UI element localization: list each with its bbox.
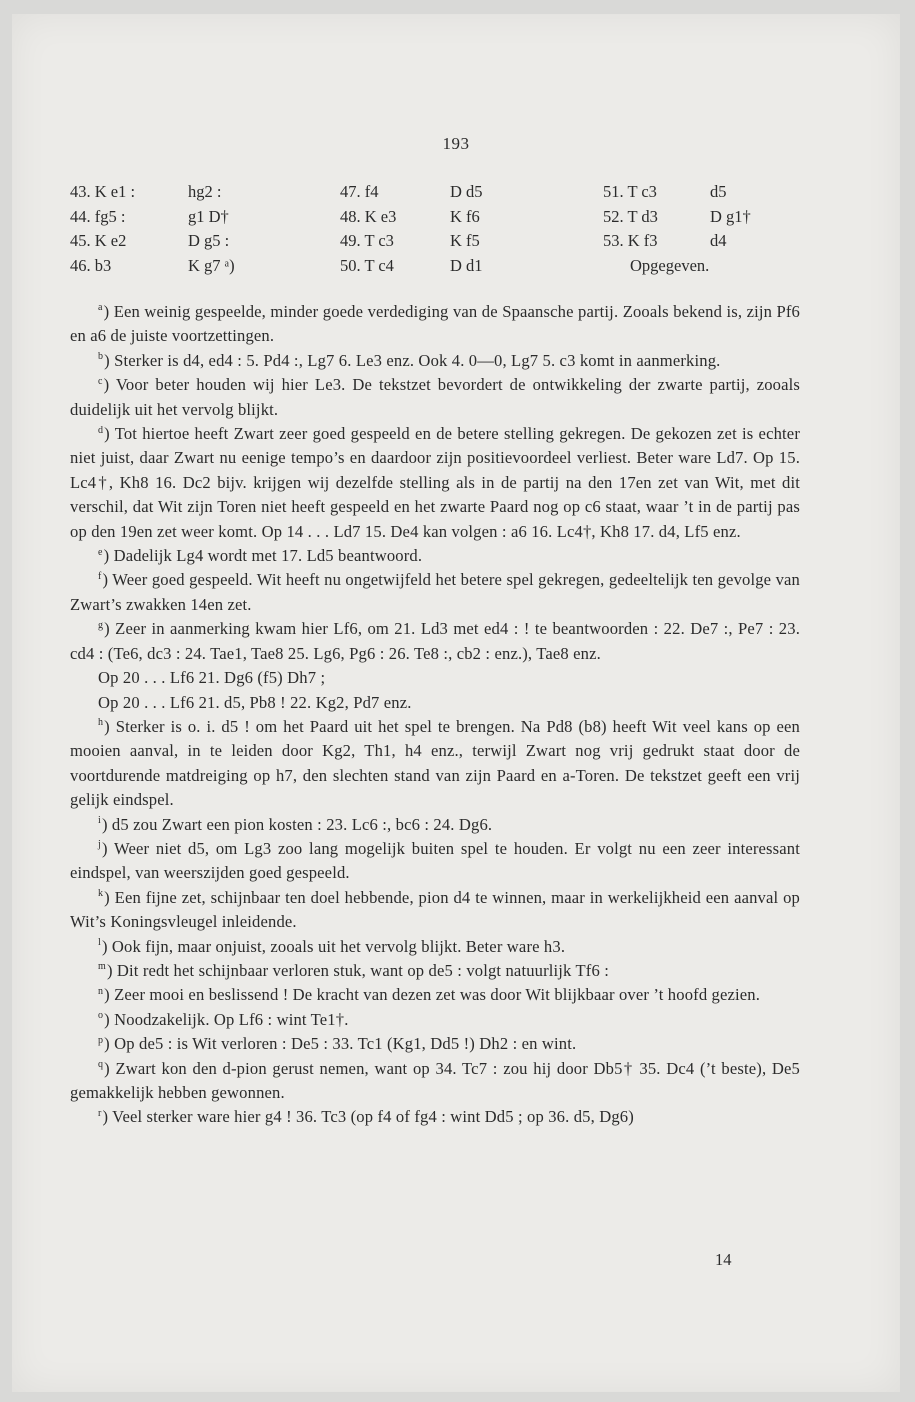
note-text: ) Tot hiertoe heeft Zwart zeer goed gespeeld en de betere stelling gekregen. De gekozen zet is echter niet juist, daar Zwart nu eenige tempo’s en daardoor zijn positievoordeel verliest. Beter ware Ld7. Op 15. Lc4†, Kh8 16. Dc2 bijv. krijgen wij dezelfde stelling als in de partij na den 17en zet van Wit, met dit verschil, dat Wit zijn Toren niet heeft gespeeld en het zwarte Paard nog op c6 staat, waar ’t in de partij pas op den 19en zet weer komt. Op 14 . . . Ld7 15. De4 kan volgen : a6 16. Lc4†, Kh8 17. d4, Lf5 enz. bbox=[70, 424, 800, 541]
note-mark: p bbox=[98, 1034, 104, 1046]
note-mark: a bbox=[98, 302, 103, 314]
move-cell: d4 bbox=[710, 231, 727, 250]
note-mark: m bbox=[98, 961, 106, 973]
move-cell: 46. b3 bbox=[70, 255, 112, 275]
move-cell: K f6 bbox=[450, 206, 480, 226]
note-text: ) Dit redt het schijnbaar verloren stuk, want op de5 : volgt natuurlijk Tf6 : bbox=[106, 960, 609, 980]
move-cell: D g5 : bbox=[188, 231, 230, 250]
note-text: ) Weer niet d5, om Lg3 zoo lang mogelijk buiten spel te houden. Er volgt nu een zeer interessant eindspel, van weerszijden goed gespeeld. bbox=[70, 838, 800, 883]
note-text: ) Sterker is d4, ed4 : 5. Pd4 :, Lg7 6. Le3 enz. Ook 4. 0—0, Lg7 5. c3 komt in aanmerking. bbox=[104, 350, 721, 370]
page-number: 193 bbox=[442, 134, 470, 153]
note-text: ) Een fijne zet, schijnbaar ten doel hebbende, pion d4 te winnen, maar in werkelijkheid een aanval op Wit’s Koningsvleugel inleidende. bbox=[70, 887, 800, 932]
note-text: ) Voor beter houden wij hier Le3. De tekstzet bevordert de ontwikkeling der zwarte partij, zooals duidelijk uit het vervolg blijkt. bbox=[70, 375, 800, 419]
note bbox=[70, 544, 800, 568]
note-text: Op 20 . . . Lf6 21. Dg6 (f5) Dh7 ; bbox=[98, 668, 326, 688]
note-text: ) Een weinig gespeelde, minder goede verdediging van de Spaansche partij. Zooals bekend is, zijn Pf6 en a6 de juiste voortzettingen. bbox=[70, 302, 800, 346]
note-mark: d bbox=[98, 424, 104, 436]
move-row bbox=[70, 180, 810, 205]
move-cell: hg2 : bbox=[188, 182, 222, 201]
note-mark: b bbox=[98, 351, 104, 363]
move-cell: K g7 ᵃ) bbox=[188, 255, 235, 275]
move-cell: D g1† bbox=[710, 206, 751, 226]
note bbox=[70, 568, 800, 617]
note bbox=[70, 715, 800, 813]
move-cell: 45. K e2 bbox=[70, 231, 127, 250]
note-mark: f bbox=[98, 570, 102, 582]
move-cell: g1 D† bbox=[188, 206, 229, 226]
note bbox=[70, 935, 800, 959]
move-cell: 44. fg5 : bbox=[70, 206, 126, 226]
note-mark: o bbox=[98, 1010, 104, 1022]
note-mark: l bbox=[98, 937, 101, 949]
note bbox=[70, 422, 800, 544]
note bbox=[70, 691, 800, 715]
note bbox=[70, 1032, 800, 1056]
note-mark: k bbox=[98, 888, 104, 900]
note bbox=[70, 886, 800, 935]
note-text: Op 20 . . . Lf6 21. d5, Pb8 ! 22. Kg2, Pd7 enz. bbox=[98, 692, 412, 712]
note bbox=[70, 1057, 800, 1106]
move-cell: D d1 bbox=[450, 255, 483, 275]
note bbox=[70, 983, 800, 1007]
book-page bbox=[12, 14, 900, 1392]
note bbox=[70, 959, 800, 983]
note-mark: e bbox=[98, 546, 103, 558]
note bbox=[70, 837, 800, 886]
note-text: ) Zeer in aanmerking kwam hier Lf6, om 21. Ld3 met ed4 : ! te beantwoorden : 22. De7 :, Pe7 : 23. cd4 : (Te6, dc3 : 24. Tae1, Tae8 25. Lg6, Pg6 : 26. Te8 :, cb2 : enz.), Tae8 enz. bbox=[70, 619, 800, 663]
move-cell: 49. T c3 bbox=[340, 231, 394, 250]
note bbox=[70, 300, 800, 349]
sheet-signature-number: 14 bbox=[715, 1250, 732, 1269]
note-text: ) Zeer mooi en beslissend ! De kracht van dezen zet was door Wit blijkbaar over ’t hoofd gezien. bbox=[104, 985, 761, 1005]
move-row bbox=[70, 205, 810, 230]
note-text: ) Weer goed gespeeld. Wit heeft nu ongetwijfeld het betere spel gekregen, gedeeltelijk ten gevolge van Zwart’s zwakken 14en zet. bbox=[70, 570, 800, 614]
note-mark: c bbox=[98, 375, 103, 387]
note-text: ) d5 zou Zwart een pion kosten : 23. Lc6 :, bc6 : 24. Dg6. bbox=[101, 814, 493, 834]
move-cell: 50. T c4 bbox=[340, 255, 394, 275]
note-text: ) Dadelijk Lg4 wordt met 17. Ld5 beantwoord. bbox=[103, 546, 423, 566]
move-cell: 48. K e3 bbox=[340, 206, 397, 226]
move-cell: 43. K e1 : bbox=[70, 182, 136, 201]
note bbox=[70, 666, 800, 690]
note-text: ) Noodzakelijk. Op Lf6 : wint Te1†. bbox=[104, 1009, 349, 1029]
resignation-text: Opgegeven. bbox=[630, 255, 710, 275]
note bbox=[70, 813, 800, 837]
note-mark: i bbox=[98, 815, 101, 826]
note-mark: h bbox=[98, 717, 104, 729]
move-cell: K f5 bbox=[450, 231, 480, 250]
note-mark: j bbox=[98, 839, 101, 851]
note bbox=[70, 617, 800, 666]
note-text: ) Zwart kon den d-pion gerust nemen, want op 34. Tc7 : zou hij door Db5† 35. Dc4 (’t beste), De5 gemakkelijk hebben gewonnen. bbox=[70, 1058, 800, 1102]
move-cell: 51. T c3 bbox=[603, 182, 657, 201]
move-cell: 52. T d3 bbox=[603, 206, 658, 226]
note-mark: r bbox=[98, 1107, 102, 1119]
move-cell: d5 bbox=[710, 182, 727, 201]
note bbox=[70, 349, 800, 373]
move-row bbox=[70, 254, 810, 279]
note bbox=[70, 1008, 800, 1032]
note-mark: g bbox=[98, 619, 104, 631]
move-cell: D d5 bbox=[450, 182, 483, 201]
move-row bbox=[70, 229, 810, 254]
note-text: ) Op de5 : is Wit verloren : De5 : 33. Tc1 (Kg1, Dd5 !) Dh2 : en wint. bbox=[104, 1034, 577, 1054]
note-text: ) Veel sterker ware hier g4 ! 36. Tc3 (op f4 of fg4 : wint Dd5 ; op 36. d5, Dg6) bbox=[102, 1107, 634, 1127]
note-text: ) Sterker is o. i. d5 ! om het Paard uit het spel te brengen. Na Pd8 (b8) heeft Wit veel kans op een mooien aanval, in te leiden door Kg2, Th1, h4 enz., terwijl Zwart nog vrij gedrukt staat door de voortdurende matdreiging op h7, den slechten stand van zijn Paard en a-Toren. De tekstzet geeft een vrij gelijk eindspel. bbox=[70, 716, 800, 810]
move-cell: 47. f4 bbox=[340, 182, 379, 201]
note bbox=[70, 373, 800, 422]
note-text: ) Ook fijn, maar onjuist, zooals uit het vervolg blijkt. Beter ware h3. bbox=[101, 936, 566, 956]
move-table bbox=[70, 180, 810, 278]
note-mark: q bbox=[98, 1059, 104, 1071]
move-cell: 53. K f3 bbox=[603, 231, 658, 250]
note-mark: n bbox=[98, 985, 104, 997]
note bbox=[70, 1105, 800, 1129]
annotation-notes bbox=[70, 300, 800, 1130]
